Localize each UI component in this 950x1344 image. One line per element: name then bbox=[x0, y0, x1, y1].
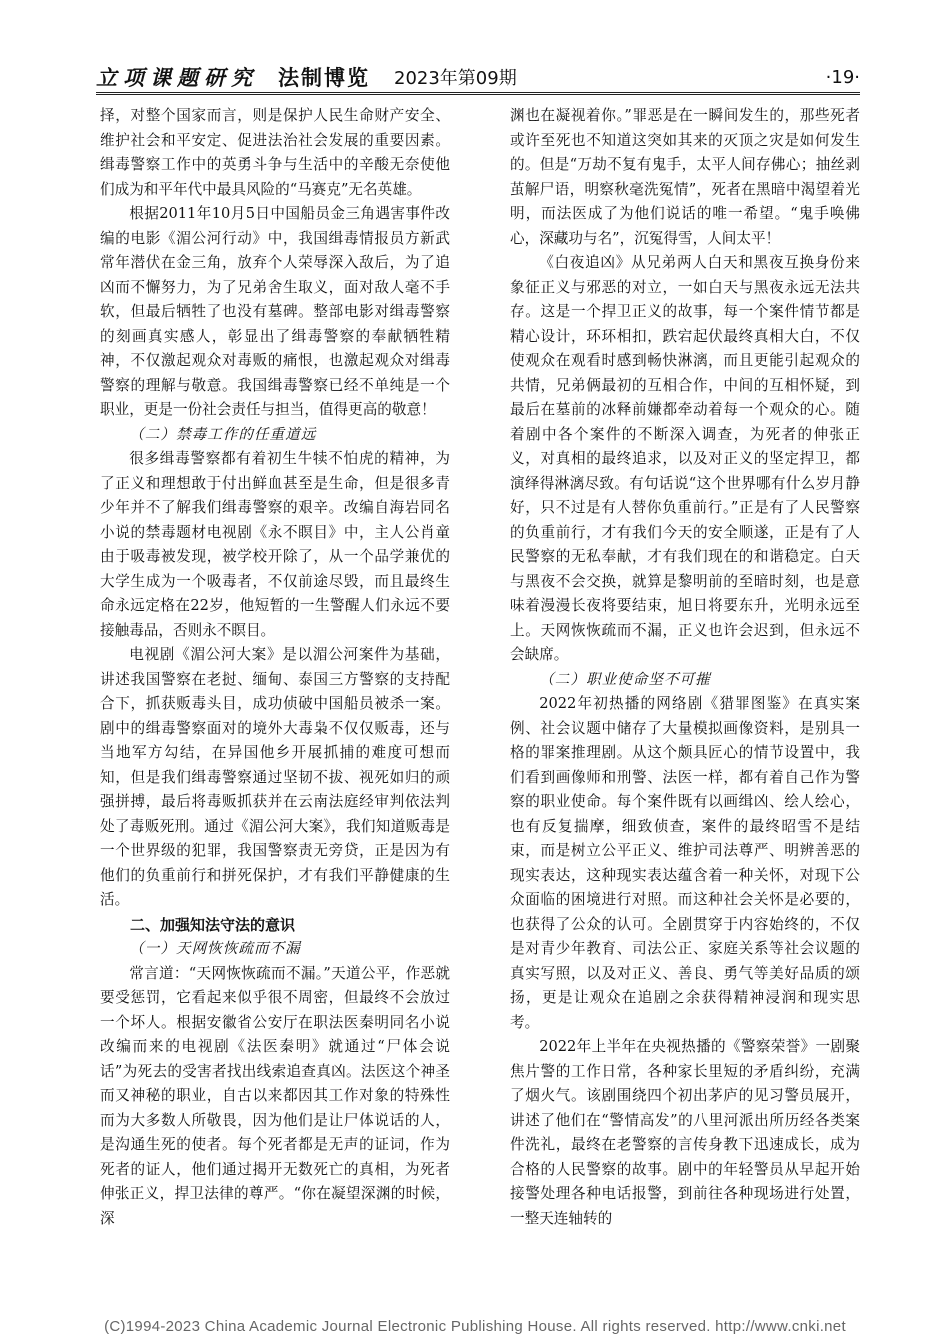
paragraph: 很多缉毒警察都有着初生牛犊不怕虎的精神，为了正义和理想敢于付出鲜血甚至是生命，但是很多青少年并不了解我们缉毒警察的艰辛。改编自海岩同名小说的禁毒题材电视剧《永不瞑目》中，主人公肖童由于吸毒被发现，被学校开除了，从一个品学兼优的大学生成为一个吸毒者，不仅前途尽毁，而且最终生命永远定格在22岁，他短暂的一生警醒人们永远不要接触毒品，否则永不瞑目。 bbox=[100, 450, 450, 639]
subsection-heading: （二）禁毒工作的任重道远 bbox=[129, 425, 317, 443]
paragraph: 根据2011年10月5日中国船员金三角遇害事件改编的电影《湄公河行动》中，我国缉毒情报员方新武常年潜伏在金三角，放弃个人荣辱深入敌后，为了追凶而不懈努力，为了兄弟舍生取义，面对敌人毫不手软，但最后牺牲了也没有墓碑。整部电影对缉毒警察的刻画真实感人，彰显出了缉毒警察的奉献牺牲精神，不仅激起观众对毒贩的痛恨，也激起观众对缉毒警察的理解与敬意。我国缉毒警察已经不单纯是一个职业，更是一份社会责任与担当，值得更高的敬意！ bbox=[100, 205, 450, 418]
issue-label: 2023年第09期 bbox=[394, 68, 517, 89]
paragraph: 电视剧《湄公河大案》是以湄公河案件为基础，讲述我国警察在老挝、缅甸、泰国三方警察的支持配合下，抓获贩毒头目，成功侦破中国船员被杀一案。剧中的缉毒警察面对的境外大毒枭不仅仅贩毒，还与当地军方勾结，在异国他乡开展抓捕的难度可想而知，但是我们缉毒警察通过坚韧不拔、视死如归的顽强拼搏，最后将毒贩抓获并在云南法庭经审判依法判处了毒贩死刑。通过《湄公河大案》，我们知道贩毒是一个世界级的犯罪，我国警察责无旁贷，正是因为有他们的负重前行和拼死保护，才有我们平静健康的生活。 bbox=[100, 646, 450, 908]
right-column bbox=[510, 104, 860, 1231]
paragraph: 常言道：“天网恢恢疏而不漏。”天道公平，作恶就要受惩罚，它看起来似乎很不周密，但最终不会放过一个坏人。根据安徽省公安厅在职法医秦明同名小说改编而来的电视剧《法医秦明》就通过“尸体会说话”为死去的受害者找出线索追查真凶。法医这个神圣而又神秘的职业，自古以来都因其工作对象的特殊性而为大多数人所敬畏，因为他们是让尸体说话的人，是沟通生死的使者。每个死者都是无声的证词，作为死者的证人，他们通过揭开无数死亡的真相，为死者伸张正义，捍卫法律的尊严。“你在凝望深渊的时候，深 bbox=[100, 964, 450, 1227]
left-column bbox=[100, 104, 450, 1231]
paragraph: 择，对整个国家而言，则是保护人民生命财产安全、维护社会和平安定、促进法治社会发展的重要因素。缉毒警察工作中的英勇斗争与生活中的辛酸无奈使他们成为和平年代中最具风险的“马赛克”无名英雄。 bbox=[100, 107, 450, 198]
subsection-heading: （一）天网恢恢疏而不漏 bbox=[129, 940, 301, 957]
paragraph: 《白夜追凶》从兄弟两人白天和黑夜互换身份来象征正义与邪恶的对立，一如白天与黑夜永远无法共存。这是一个捍卫正义的故事，每一个案件情节都是精心设计，环环相扣，跌宕起伏最终真相大白，不仅使观众在观看时感到畅快淋漓，而且更能引起观众的共情，兄弟俩最初的互相合作，中间的互相怀疑，到最后在墓前的冰释前嫌都牵动着每一个观众的心。随着剧中各个案件的不断深入调查，为死者的伸张正义，对真相的最终追求，以及对正义的坚定捍卫，都演绎得淋漓尽致。有句话说“这个世界哪有什么岁月静好，只不过是有人替你负重前行。”正是有了人民警察的负重前行，才有我们今天的安全顺遂，正是有了人民警察的无私奉献，才有我们现在的和谐稳定。白天与黑夜不会交换，就算是黎明前的至暗时刻，也是意味着漫漫长夜将要结束，旭日将要东升，光明永远至上。天网恢恢疏而不漏，正义也许会迟到，但永远不会缺席。 bbox=[510, 254, 860, 663]
paragraph: 渊也在凝视着你。”罪恶是在一瞬间发生的，那些死者或许至死也不知道这突如其来的灭顶之灾是如何发生的。但是“万劫不复有鬼手，太平人间存佛心；抽丝剥茧解尸语，明察秋毫洗冤情”，死者在黑暗中渴望着光明，而法医成了为他们说话的唯一希望。“鬼手唤佛心，深藏功与名”，沉冤得雪，人间太平！ bbox=[510, 107, 860, 247]
copyright-footer: (C)1994-2023 China Academic Journal Electronic Publishing House. All rights reserved. http://www.cnki.net bbox=[104, 1318, 846, 1335]
subsection-heading: （二）职业使命坚不可摧 bbox=[539, 670, 711, 688]
page-header bbox=[96, 62, 860, 95]
paragraph: 2022年初热播的网络剧《猎罪图鉴》在真实案例、社会议题中储存了大量模拟画像资料，是别具一格的罪案推理剧。从这个颇具匠心的情节设置中，我们看到画像师和刑警、法医一样，都有着自己作为警察的职业使命。每个案件既有以画缉凶、绘人绘心，也有反复揣摩，细致侦查，案件的最终昭雪不是结束，而是树立公平正义、维护司法尊严、明辨善恶的现实表达，这种现实表达蕴含着一种关怀，对现下公众面临的困境进行对照。而这种社会关怀是必要的，也获得了公众的认可。全剧贯穿于内容始终的，不仅是对青少年教育、司法公正、家庭关系等社会议题的真实写照，以及对正义、善良、勇气等美好品质的颂扬，更是让观众在追剧之余获得精神浸润和现实思考。 bbox=[510, 695, 860, 1031]
section-title: 立项课题研究 bbox=[96, 65, 258, 90]
journal-name: 法制博览 bbox=[278, 66, 370, 90]
paragraph: 2022年上半年在央视热播的《警察荣誉》一剧聚焦片警的工作日常，各种家长里短的矛盾纠纷，充满了烟火气。该剧围绕四个初出茅庐的见习警员展开，讲述了他们在“警情高发”的八里河派出所历经各类案件洗礼，最终在老警察的言传身教下迅速成长，成为合格的人民警察的故事。剧中的年轻警员从早起开始接警处理各种电话报警，到前往各种现场进行处置，一整天连轴转的 bbox=[510, 1038, 860, 1227]
section-heading: 二、加强知法守法的意识 bbox=[130, 915, 296, 934]
page-number: ·19· bbox=[825, 66, 860, 88]
